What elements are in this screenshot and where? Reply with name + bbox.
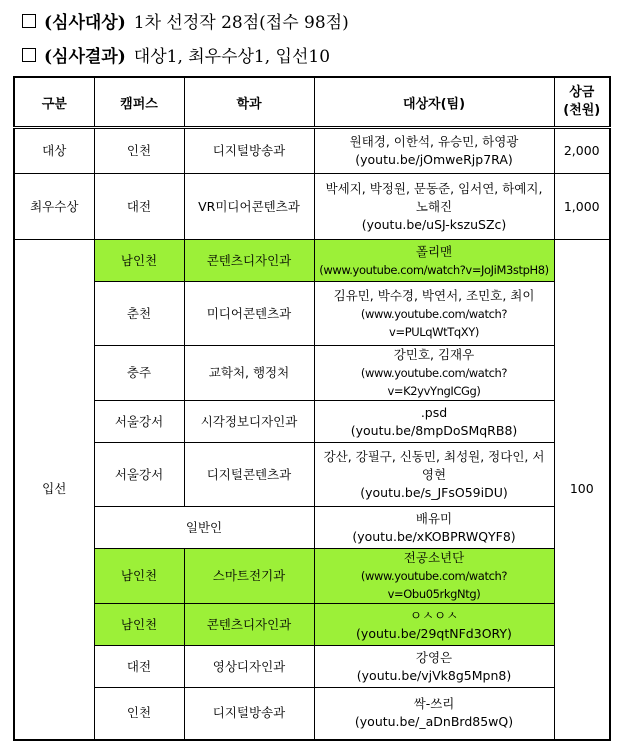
campus-cell: 인천 — [94, 688, 184, 740]
recipient-names: 강영은 — [415, 649, 453, 665]
recipient-names: 배유미 — [415, 510, 453, 526]
recipient-names: 박세지, 박정원, 문동준, 임서연, 하예지, 노해진 — [325, 180, 543, 214]
dept-cell: 콘텐츠디자인과 — [184, 240, 314, 282]
recipient-cell — [314, 443, 554, 507]
header-prize — [554, 77, 610, 128]
review-target-line — [22, 8, 349, 33]
general-cell: 일반인 — [94, 507, 314, 549]
table-row — [14, 646, 610, 688]
review-result-line — [22, 42, 330, 67]
recipient-names: 김유민, 박수경, 박연서, 조민호, 최이 — [333, 287, 535, 303]
video-link[interactable]: (youtu.be/29qtNFd3ORY) — [356, 625, 512, 641]
campus-cell: 대전 — [94, 646, 184, 688]
recipient-cell — [314, 646, 554, 688]
header-prize-text: 상금 (천원) — [563, 85, 601, 118]
review-result-label: (심사결과) — [44, 47, 126, 67]
table-row — [14, 346, 610, 401]
video-link[interactable]: (youtu.be/uSJ-kszuSZc) — [361, 216, 507, 232]
campus-cell: 서울강서 — [94, 401, 184, 443]
recipient-cell — [314, 174, 554, 240]
review-target-text: 1차 선정작 28점(접수 98점) — [133, 13, 349, 33]
prize-cell: 1,000 — [554, 174, 610, 240]
recipient-cell — [314, 549, 554, 604]
table-row — [14, 240, 610, 282]
table-header-row — [14, 77, 610, 128]
category-cell: 대상 — [14, 128, 94, 174]
recipient-names: 전공소년단 — [403, 550, 465, 565]
table-row — [14, 507, 610, 549]
table-row — [14, 443, 610, 507]
recipient-names: .psd — [420, 404, 448, 420]
category-cell: 입선 — [14, 240, 94, 740]
recipient-cell — [314, 282, 554, 346]
video-link[interactable]: (youtu.be/xKOBPRWQYF8) — [352, 528, 516, 544]
campus-cell: 남인천 — [94, 604, 184, 646]
table-row — [14, 174, 610, 240]
video-link[interactable]: (youtu.be/vjVk8g5Mpn8) — [356, 667, 512, 683]
campus-cell: 인천 — [94, 128, 184, 174]
dept-cell: 디지털방송과 — [184, 688, 314, 740]
recipient-names: 폴리맨 — [415, 243, 453, 259]
checkbox-icon — [22, 48, 36, 62]
table-row — [14, 128, 610, 174]
table-row — [14, 282, 610, 346]
category-cell: 최우수상 — [14, 174, 94, 240]
header-campus: 캠퍼스 — [94, 77, 184, 128]
video-link[interactable]: (www.youtube.com/watch?v=JoJiM3stpH8) — [319, 262, 549, 277]
video-link[interactable]: (www.youtube.com/watch?v=PULqWtTqXY) — [360, 306, 508, 339]
recipient-cell — [314, 604, 554, 646]
dept-cell: 디지털콘텐츠과 — [184, 443, 314, 507]
video-link[interactable]: (youtu.be/8mpDoSMqRB8) — [350, 422, 518, 438]
table-row — [14, 604, 610, 646]
review-target-label: (심사대상) — [44, 13, 126, 33]
campus-cell: 춘천 — [94, 282, 184, 346]
dept-cell: 스마트전기과 — [184, 549, 314, 604]
dept-cell: 미디어콘텐츠과 — [184, 282, 314, 346]
campus-cell: 충주 — [94, 346, 184, 401]
prize-cell: 100 — [554, 240, 610, 740]
header-category: 구분 — [14, 77, 94, 128]
header-dept: 학과 — [184, 77, 314, 128]
table-row — [14, 688, 610, 740]
header-recipient: 대상자(팀) — [314, 77, 554, 128]
campus-cell: 대전 — [94, 174, 184, 240]
recipient-names: 강민호, 김재우 — [393, 347, 475, 362]
dept-cell: VR미디어콘텐츠과 — [184, 174, 314, 240]
dept-cell: 시각정보디자인과 — [184, 401, 314, 443]
recipient-cell — [314, 128, 554, 174]
video-link[interactable]: (youtu.be/s_JFsO59iDU) — [360, 484, 508, 500]
award-table — [13, 76, 611, 741]
recipient-names: 강산, 강필구, 신동민, 최성원, 정다인, 서영현 — [323, 448, 545, 482]
dept-cell: 영상디자인과 — [184, 646, 314, 688]
video-link[interactable]: (youtu.be/jOmweRjp7RA) — [355, 152, 513, 167]
review-result-text: 대상1, 최우수상1, 입선10 — [133, 47, 331, 67]
dept-cell: 디지털방송과 — [184, 128, 314, 174]
recipient-cell — [314, 507, 554, 549]
recipient-cell — [314, 240, 554, 282]
table-row — [14, 401, 610, 443]
campus-cell: 서울강서 — [94, 443, 184, 507]
video-link[interactable]: (www.youtube.com/watch?v=Obu05rkgNtg) — [360, 569, 508, 601]
dept-cell: 콘텐츠디자인과 — [184, 604, 314, 646]
campus-cell: 남인천 — [94, 549, 184, 604]
dept-cell: 교학처, 행정처 — [184, 346, 314, 401]
recipient-names: 싹-쓰리 — [413, 696, 455, 712]
prize-cell: 2,000 — [554, 128, 610, 174]
checkbox-icon — [22, 14, 36, 28]
video-link[interactable]: (www.youtube.com/watch?v=K2yvYngICGg) — [360, 366, 508, 398]
table-row — [14, 549, 610, 604]
recipient-names: ㅇㅅㅇㅅ — [409, 607, 459, 623]
recipient-cell — [314, 401, 554, 443]
video-link[interactable]: (youtu.be/_aDnBrd85wQ) — [354, 714, 514, 730]
recipient-names: 원태경, 이한석, 유승민, 하영광 — [349, 134, 519, 149]
campus-cell: 남인천 — [94, 240, 184, 282]
recipient-cell — [314, 346, 554, 401]
recipient-cell — [314, 688, 554, 740]
